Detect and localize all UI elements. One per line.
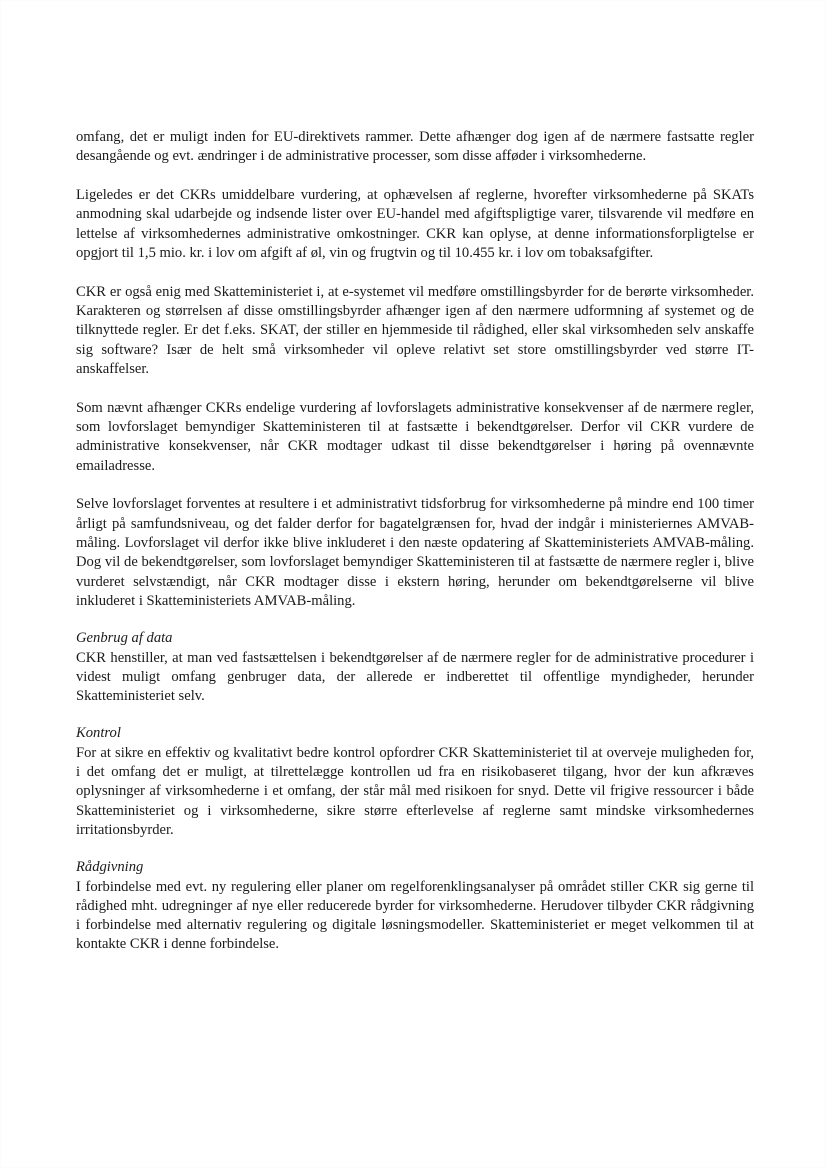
section-heading: Kontrol: [76, 725, 121, 742]
paragraph: CKR er også enig med Skatteministeriet i, at e-systemet vil medføre omstillingsbyrder for de berørte virksomheder. Karakteren og størrelsen af disse omstillingsbyrder afhænger igen af den nærmere udformning af systemet og de tilknyttede regler. Er det f.eks. SKAT, der stiller en hjemmeside til rådighed, eller skal virksomheden selv anskaffe sig software? Især de helt små virksomheder vil opleve relativt set store omstillingsbyrder ved større IT-anskaffelser.: [76, 283, 754, 377]
section-kontrol: [76, 724, 754, 840]
paragraph: omfang, det er muligt inden for EU-direktivets rammer. Dette afhænger dog igen af de nærmere fastsatte regler desangående og evt. ændringer i de administrative processer, som disse afføder i virksomhederne.: [76, 129, 754, 165]
section-heading: Rådgivning: [76, 859, 144, 876]
section-body: For at sikre en effektiv og kvalitativt bedre kontrol opfordrer CKR Skatteministeriet til at overveje muligheden for, i det omfang det er muligt, at tilrettelægge kontrollen ud fra en risikobaseret tilgang, hvor der kun afkræves oplysninger af virksomhederne i et omfang, der står mål med risikoen for snyd. Dette vil frigive ressourcer i både Skatteministeriet og i virksomhederne, sikre større efterlevelse af reglerne samt mindske virksomhedernes irritationsbyrder.: [76, 744, 754, 838]
section-body: CKR henstiller, at man ved fastsættelsen i bekendtgørelser af de nærmere regler for de administrative procedurer i videst muligt omfang genbruger data, der allerede er indberettet til offentlige myndigheder, herunder Skatteministeriet selv.: [76, 649, 754, 705]
paragraph: Ligeledes er det CKRs umiddelbare vurdering, at ophævelsen af reglerne, hvorefter virksomhederne på SKATs anmodning skal udarbejde og indsende lister over EU-handel med afgiftspligtige varer, tilsvarende vil medføre en lettelse af virksomhedernes administrative omkostninger. CKR kan oplyse, at denne informationsforpligtelse er opgjort til 1,5 mio. kr. i lov om afgift af øl, vin og frugtvin og til 10.455 kr. i lov om tobaksafgifter.: [76, 187, 754, 261]
section-raadgivning: [76, 858, 754, 954]
section-genbrug-af-data: [76, 629, 754, 706]
document-page: [76, 128, 754, 973]
section-heading: Genbrug af data: [76, 630, 173, 647]
paragraph: Som nævnt afhænger CKRs endelige vurdering af lovforslagets administrative konsekvenser af de nærmere regler, som lovforslaget bemyndiger Skatteministeren til at fastsætte i bekendtgørelser. Derfor vil CKR vurdere de administrative konsekvenser, når CKR modtager udkast til disse bekendtgørelser i høring på ovennævnte emailadresse.: [76, 399, 754, 474]
section-body: I forbindelse med evt. ny regulering eller planer om regelforenklingsanalyser på området stiller CKR sig gerne til rådighed mht. udregninger af nye eller reducerede byrder for virksomhederne. Herudover tilbyder CKR rådgivning i forbindelse med alternativ regulering og digitale løsningsmodeller. Skatteministeriet er meget velkommen til at kontakte CKR i denne forbindelse.: [76, 878, 754, 953]
paragraph: Selve lovforslaget forventes at resultere i et administrativt tidsforbrug for virksomhederne på mindre end 100 timer årligt på samfundsniveau, og det falder derfor for bagatelgrænsen for, hvad der indgår i ministeriernes AMVAB-måling. Lovforslaget vil derfor ikke blive inkluderet i den næste opdatering af Skatteministeriets AMVAB-måling. Dog vil de bekendtgørelser, som lovforslaget bemyndiger Skatteministeren til at fastsætte de nærmere regler i, blive vurderet selvstændigt, når CKR modtager disse i ekstern høring, herunder om bekendtgørelserne vil blive inkluderet i Skatteministeriets AMVAB-måling.: [76, 496, 754, 609]
